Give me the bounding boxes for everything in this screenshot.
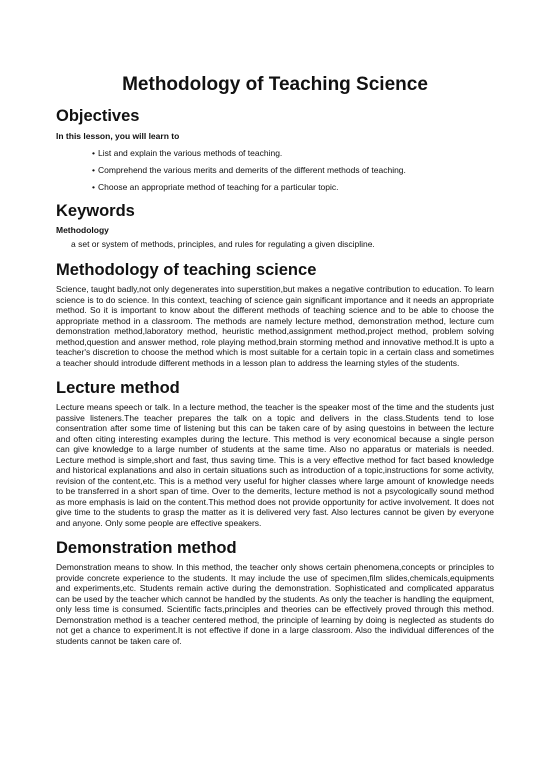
methodology-section [56, 260, 494, 368]
methodology-heading: Methodology of teaching science [56, 261, 317, 279]
bullet-icon: • [92, 148, 95, 158]
objective-text: List and explain the various methods of teaching. [98, 148, 283, 158]
demonstration-heading: Demonstration method [56, 539, 237, 557]
keyword-definition: a set or system of methods, principles, and rules for regulating a given discipline. [71, 239, 375, 249]
demonstration-paragraph: Demonstration means to show. In this method, the teacher only shows certain phenomena,concepts or principles to provide concrete experience to the students. It may include the use of specimen,film slides,chemicals,equipments and experiments,etc. Students remain active during the demonstration. Sophisticated and complicated apparatus can be used by the teacher which cannot be handled by the students. As only the teacher is handling the equipment, only less time is consumed. Scientific facts,principles and theories can be effectively proved through this method. Demonstration method is a teacher centered method, the principle of learning by doing is neglected as students do not get a chance to experiment.It is not effective if done in a large classroom. Also the individual differences of the students cannot be taken care of. [56, 562, 494, 646]
lecture-section [56, 378, 494, 528]
bullet-icon: • [92, 182, 95, 192]
objectives-section [56, 106, 494, 193]
objectives-heading: Objectives [56, 107, 140, 125]
objectives-intro: In this lesson, you will learn to [56, 131, 180, 141]
objective-text: Comprehend the various merits and demerits of the different methods of teaching. [98, 165, 406, 175]
objective-item [92, 148, 494, 159]
keyword-term: Methodology [56, 225, 109, 235]
page-title: Methodology of Teaching Science [122, 74, 428, 95]
bullet-icon: • [92, 165, 95, 175]
demonstration-section [56, 538, 494, 646]
objective-item [92, 165, 494, 176]
objective-item [92, 182, 494, 193]
methodology-paragraph: Science, taught badly,not only degenerates into superstition,but makes a negative contribution to education. To learn science is to do science. In this context, teaching of science gain significant importance and it needs an appropriate method. So it is important to know about the different methods of teaching science and to be able to choose the appropriate method in a classroom. The methods are namely lecture method, demonstration method, lecture cum demonstration method,laboratory method, heuristic method,assignment method,project method, problem solving method,question and answer method, role playing method,brain storming method and innovative method.It is upto a teacher's discretion to choose the method which is most suitable for a certain topic in a certain class and sometimes a teacher should introdude different methods in a lesson plan to address the learning styles of the students. [56, 284, 494, 368]
keywords-section [56, 201, 494, 250]
keywords-heading: Keywords [56, 202, 135, 220]
lecture-paragraph: Lecture means speech or talk. In a lecture method, the teacher is the speaker most of the time and the students just passive listeners.The teacher prepares the talk on a topic and delivers in the class.Students tend to lose consentration after some time of listening but this can be taken care of by asing questoins in between the lecture and often citing interesting examples during the lecture. This method is very economical because a single person can give knowledge to a large number of students at the same time. Also no apparatus or materials is needed. Lecture method is simple,short and fast, thus saving time. This is a very effective method for fact based knowledge and historical explanations and also in certain situations such as introduction of a topic,instructions for some activity, revision of the content,etc. This is a method very useful for higher classes where large amount of knowledge needs to be transferred in a short span of time. Over to the demerits, lecture method is not a psycologically sound method as more emphasis is laid on the content.This method does not provide opportunity for active involvement. It does not give time to the students to grasp the matter as it is delivered very fast. Also lectures cannot be given by everyone and anyone. Only some people are effective speakers. [56, 402, 494, 528]
objectives-list [56, 148, 494, 193]
lecture-heading: Lecture method [56, 379, 180, 397]
objective-text: Choose an appropriate method of teaching for a particular topic. [98, 182, 339, 192]
